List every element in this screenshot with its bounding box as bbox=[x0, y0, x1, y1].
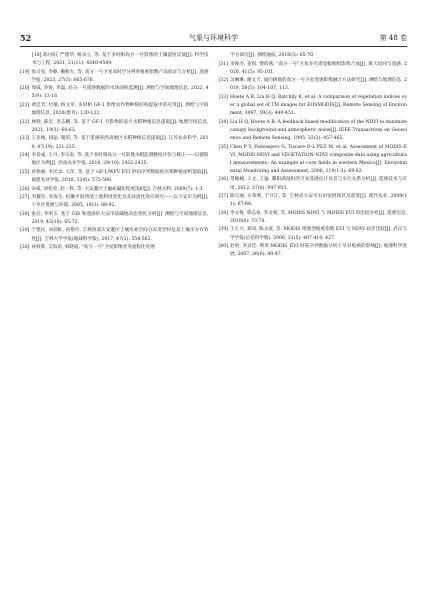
reference-text: 孙权辉, 艾海滨, 韩晓霞. "高分一号"卫星影像业务流程化处理 bbox=[31, 245, 155, 251]
reference-text: 李魏军, 李海生. 松嫩平原西部土地利用变化及其盐渍化效应研究——以大安市为例[J]. 干旱区资源与环境, 2005, 19(3): 88-92. bbox=[31, 195, 209, 209]
reference-text: 黄廷芳, 付敏, 杨文军. 多时相 GF-1 影像农作物种植结构提取中的应用[J]. 测绘与空间地理信息, 2020(增刊): 120-122. bbox=[31, 103, 209, 117]
journal-title: 气象与环境科学 bbox=[189, 34, 238, 42]
reference-entry bbox=[20, 244, 209, 252]
reference-text: 孙艳丽, 李民录, 王萍, 等. 基于 GF-1/WFV EVI 时间序列数据的水稻种植面积提取[J]. 福建农业学报, 2018, 33(6): 575-580. bbox=[31, 169, 209, 183]
reference-text: 于建民, 刘彩虹, 孙艳玲. 吉林西部大安灌区土壤水盐空间分布变异特征及土壤水分有效性[J]. 吉林大学学报(地球科学版), 2017, 47(2): 554-563. bbox=[31, 228, 209, 242]
reference-number: [34] bbox=[218, 119, 228, 125]
page-number: 52 bbox=[20, 33, 32, 43]
reference-text: 吴琳琳, 谢文天. 面向耕地的高分一号卫星遥感影像融合方法研究[J]. 测绘与地理信息, 2019, 58(5): 104-107, 113. bbox=[229, 78, 407, 92]
reference-entry bbox=[20, 186, 209, 194]
references-body bbox=[20, 52, 407, 595]
reference-entry bbox=[20, 102, 209, 118]
reference-entry bbox=[219, 77, 408, 93]
reference-entry bbox=[20, 52, 209, 68]
reference-number: [27] bbox=[20, 195, 30, 201]
reference-text: 王克峻, 胡晶, 微的, 等. 基于遥感的西南地区水稻种植信息提取[J]. 江苏农业科学, 2019, 47(19): 231-235. bbox=[31, 136, 209, 150]
reference-number: [22] bbox=[20, 119, 30, 125]
reference-text: [18] 陈丹阳, 严德华, 杨永立, 等. 基于多时相高分一号影像的土壤湿度反演[J]. 科学技术与工程, 2021, 21(11): 4540-4549. bbox=[32, 53, 209, 67]
header-rule bbox=[20, 46, 407, 47]
reference-entry bbox=[20, 69, 209, 85]
reference-text: Liu H Q, Huete A R. A feedback based modification of the NDVI to minimize canopy background and atmospheric noise[J]. IEEE Transactions on Geoscience and Remote Sensing, 1995, 33(2): 457-465. bbox=[229, 119, 407, 141]
volume-label: 第 48 卷 bbox=[379, 34, 407, 42]
reference-number: [19] bbox=[20, 69, 30, 75]
reference-entry bbox=[219, 226, 408, 242]
reference-entry bbox=[20, 119, 209, 135]
reference-entry bbox=[219, 94, 408, 118]
reference-number: [24] bbox=[20, 153, 30, 159]
reference-number: [35] bbox=[218, 144, 228, 150]
reference-entry bbox=[20, 85, 209, 101]
reference-text: 林晗, 陈宏, 李志鹏, 等. 基于 GF-1 号影像的南方水稻种植信息提取[J]. 地理空间信息, 2021, 19(3): 60-63. bbox=[31, 119, 209, 133]
references-right-column bbox=[219, 52, 408, 595]
reference-text: 陈巧丽, 方茶利, 于开江, 等. 吉林省大安市水田发展现状及前景[J]. 现代农业, 2009(11): 67-68. bbox=[229, 194, 407, 208]
reference-text: 赵晗, 李灵佳. 利用 MODIS_EVI 时间序列数据分析干旱对植被的影响[J]. 地理科学进展, 2007, 26(6): 40-47. bbox=[229, 244, 407, 258]
reference-text: Huete A R, Liu H Q, Batchily K, et al. A comparison of vegetation indices over a global set of TM images for EOSMODIS[J]. Remote Sensing of Environment, 1997, 59(3): 440-451. bbox=[229, 94, 407, 117]
reference-text: 王正兴, 刘闯, 陈文波, 等. MODIS 增强型植被指数 EVI 与 NDVI 初步比较[J]. 武汉大学学报(信息科学版), 2006, 31(5): 407-410, 427. bbox=[229, 227, 407, 241]
reference-entry bbox=[219, 61, 408, 77]
reference-number: [30] bbox=[20, 245, 30, 251]
running-header bbox=[20, 31, 407, 45]
reference-text: 李章成, 王丹, 李宗南, 等. 基于多时相高分一号影像水稻监测精度评价与修正——以德阳地区为例[J]. 西南农业学报, 2016, 29(10): 2432-2435. bbox=[31, 153, 209, 167]
reference-number: [33] bbox=[218, 94, 228, 100]
reference-text: 宋威, 刘松荣, 赵一科, 等. 大安灌区土壤盐碱化程度浅析[J]. 吉林水利, 2009(7): 1-3. bbox=[31, 186, 204, 192]
reference-entry bbox=[219, 52, 408, 60]
reference-number: [32] bbox=[218, 78, 228, 84]
reference-number: [20] bbox=[20, 86, 30, 92]
reference-entry bbox=[219, 210, 408, 226]
reference-number: [38] bbox=[218, 210, 228, 216]
reference-entry bbox=[20, 227, 209, 243]
reference-text: 张日星, 李静, 栅秋火, 等. 高分一号卫星高时空分辨率植被指数产品验证与分析[J]. 遥感学报, 2023, 27(3): 665-676. bbox=[31, 69, 209, 83]
reference-number: [39] bbox=[218, 227, 228, 233]
reference-entry bbox=[20, 152, 209, 168]
reference-entry bbox=[219, 176, 408, 192]
reference-text: 平台研究[J]. 测绘通报, 2018(5): 65-70. bbox=[230, 53, 315, 58]
reference-entry bbox=[219, 193, 408, 209]
reference-text: 李文梅, 覃志豪, 李文娟, 等. MODIS NDVI 与 MODIS EVI 的比较分析[J]. 遥感信息, 2010(6): 73-78. bbox=[229, 210, 407, 224]
reference-text: 李俊杰, 姜海, 傅俏燕. "高分一号"卫星多光谱宽幅相机影像合成[J]. 航天返回与遥感, 2020, 41(5): 95-101. bbox=[229, 61, 407, 75]
reference-entry bbox=[219, 144, 408, 176]
reference-text: 张启, 李明玉. 基于 GIS 和遥感的大安市盐碱地动态变化分析[J]. 测绘与空间地理信息, 2019, 42(10): 65-72. bbox=[31, 211, 209, 225]
reference-number: [28] bbox=[20, 211, 30, 217]
references-left-column bbox=[20, 52, 209, 595]
reference-entry bbox=[20, 135, 209, 151]
reference-number: [31] bbox=[218, 61, 228, 67]
reference-text: 周威, 李锐, 李磊, 高分一号遥感数据的水体面积监测[J]. 测绘与空间地理信息, 2022, 45(9): 13-16. bbox=[31, 86, 209, 100]
reference-number: [21] bbox=[20, 103, 30, 109]
reference-number: [37] bbox=[218, 194, 228, 200]
reference-text: Chen P Y, Fedosejevs G, Tiscare O-L PEZ M, et al. Assessment of MODIS-EVI, MODIS-NDVI and VEGETATION-NDVI composite data using agricultural measurements: An example at corn fields in western Mexico[J]. Environmental Monitoring and Assessment, 2006, 119(1-3): 69-82. bbox=[229, 144, 407, 174]
reference-number: [29] bbox=[20, 228, 30, 234]
reference-entry bbox=[20, 169, 209, 185]
reference-entry bbox=[219, 119, 408, 143]
reference-entry bbox=[219, 243, 408, 259]
reference-entry bbox=[20, 194, 209, 210]
reference-number: [26] bbox=[20, 186, 30, 192]
reference-number: [23] bbox=[20, 136, 30, 142]
reference-text: 常楠楠, 王文, 王猛. 鄱阳湖湿积的卫星遥感估计及其与水位关系分析[J]. 遥感技术与应用, 2012, 27(6): 947-953. bbox=[229, 177, 407, 191]
reference-entry bbox=[20, 211, 209, 227]
reference-number: [40] bbox=[218, 244, 228, 250]
reference-number: [25] bbox=[20, 169, 30, 175]
reference-number: [36] bbox=[218, 177, 228, 183]
